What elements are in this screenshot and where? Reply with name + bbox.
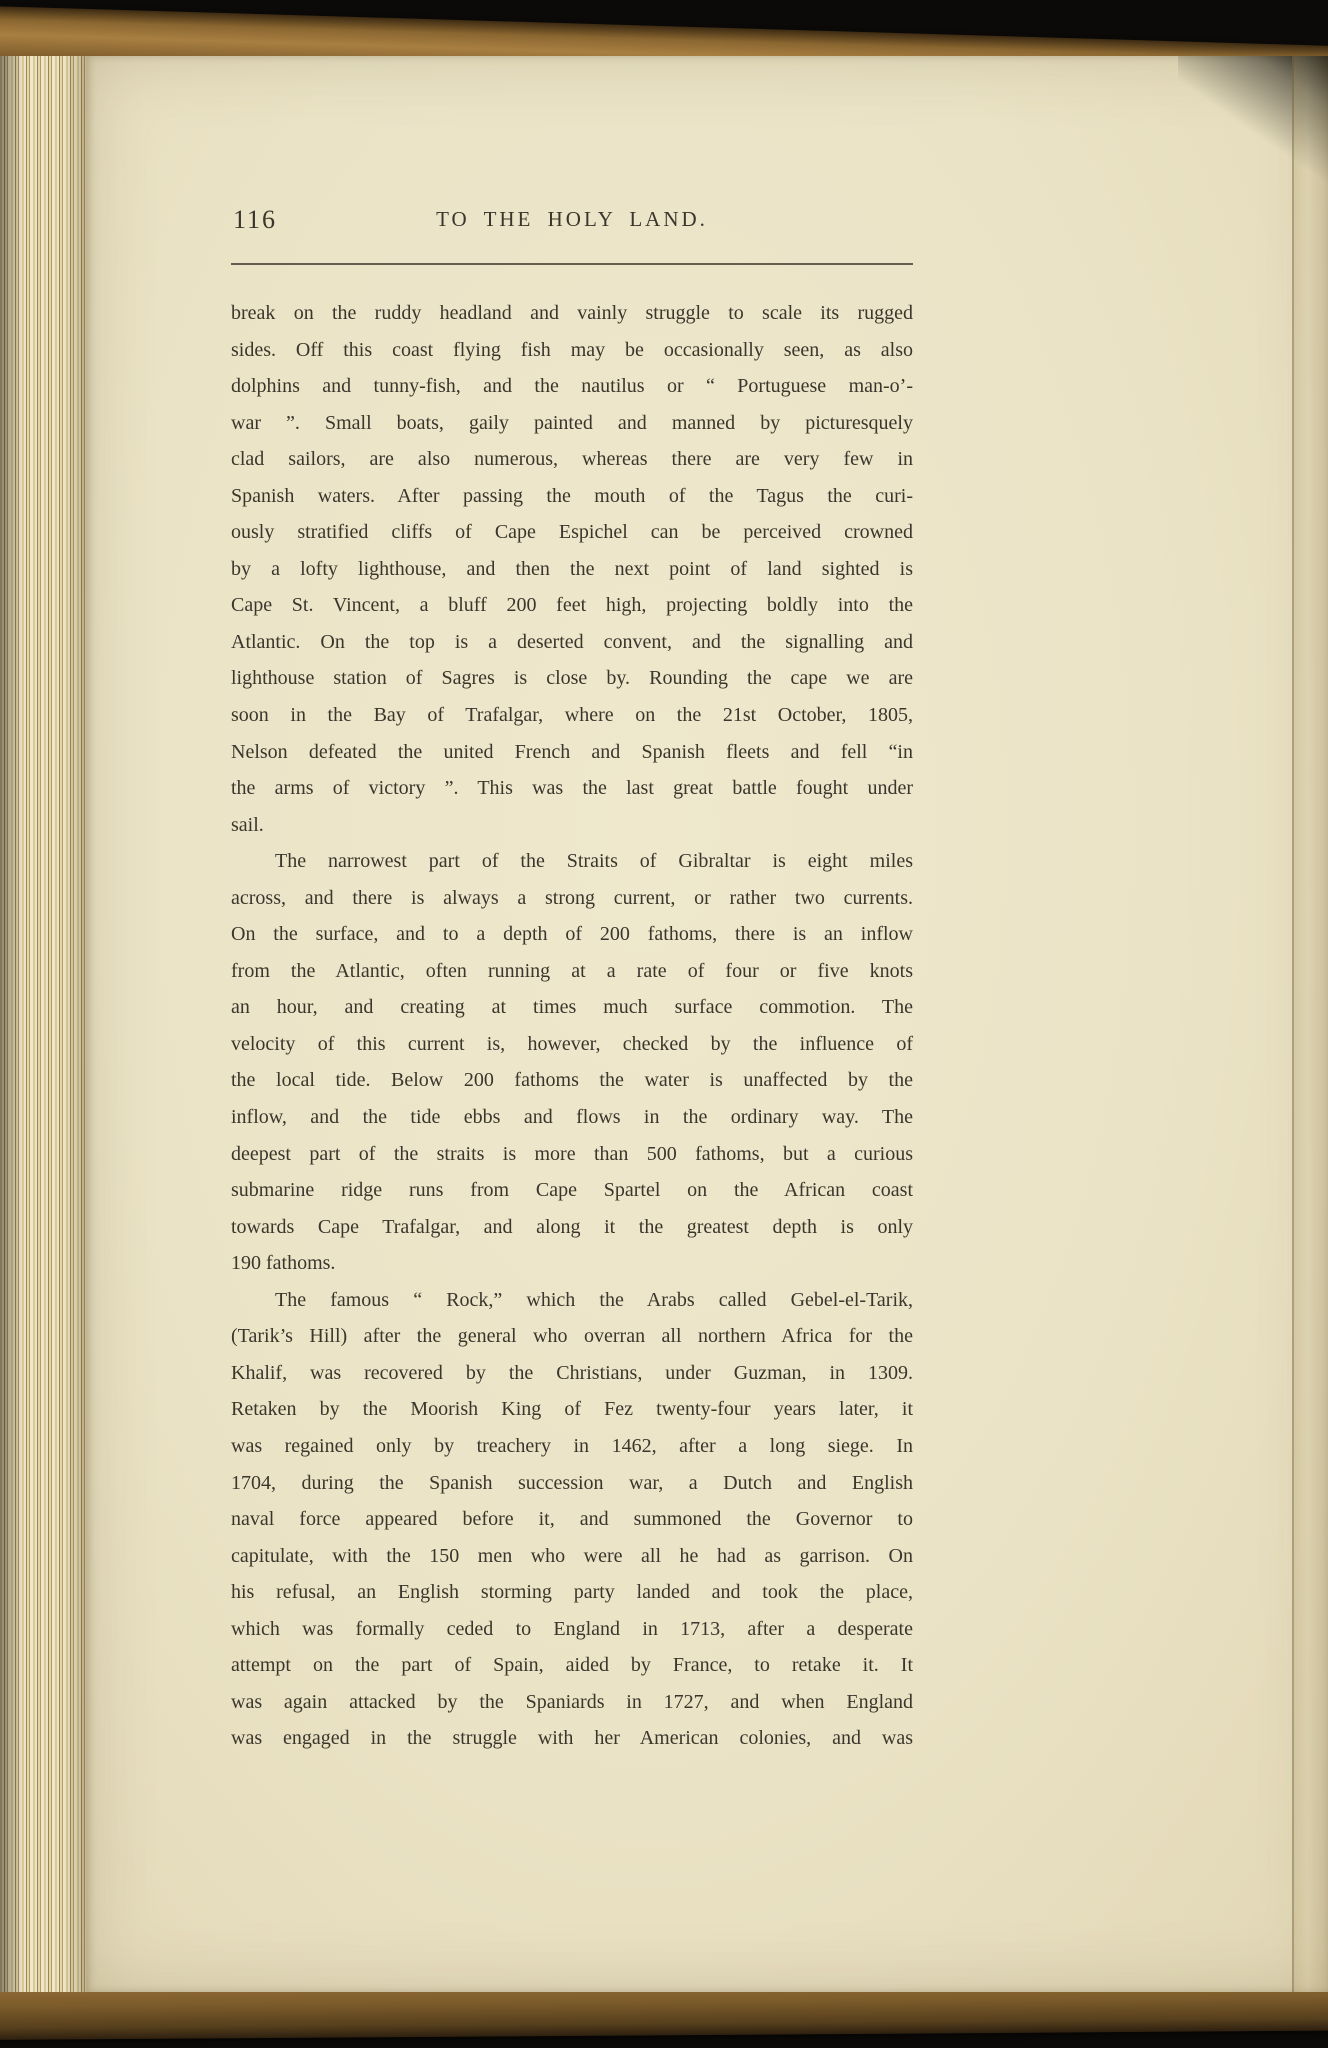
text-line: submarine ridge runs from Cape Spartel on the African coast (231, 1179, 913, 1202)
book-page (86, 56, 1328, 1992)
text-line: soon in the Bay of Trafalgar, where on the 21st October, 1805, (231, 704, 913, 727)
text-line: towards Cape Trafalgar, and along it the greatest depth is only (231, 1215, 913, 1238)
text-line: which was formally ceded to England in 1713, after a desperate (231, 1617, 913, 1640)
text-line: was engaged in the struggle with her American colonies, and was (231, 1727, 913, 1750)
text-line: 1704, during the Spanish succession war, a Dutch and English (231, 1471, 913, 1494)
text-line: Nelson defeated the united French and Spanish fleets and fell “in (231, 740, 913, 763)
text-line: 190 fathoms. (231, 1252, 336, 1275)
page-number: 116 (233, 205, 278, 234)
text-line: break on the ruddy headland and vainly struggle to scale its rugged (231, 302, 913, 324)
text-line: velocity of this current is, however, checked by the influence of (231, 1032, 913, 1055)
page-fore-edge-stack (0, 56, 90, 1992)
text-line: was again attacked by the Spaniards in 1727, and when England (231, 1690, 913, 1713)
text-line: attempt on the part of Spain, aided by France, to retake it. It (231, 1654, 913, 1677)
text-line: dolphins and tunny-fish, and the nautilus or “ Portuguese man-o’- (231, 375, 913, 398)
text-line: an hour, and creating at times much surface commotion. The (231, 996, 913, 1019)
text-line: Khalif, was recovered by the Christians, under Guzman, in 1309. (231, 1361, 913, 1384)
text-line: naval force appeared before it, and summoned the Governor to (231, 1508, 913, 1531)
text-line: The famous “ Rock,” which the Arabs called Gebel-el-Tarik, (275, 1288, 913, 1311)
text-line: On the surface, and to a depth of 200 fathoms, there is an inflow (231, 923, 913, 946)
text-line: the arms of victory ”. This was the last great battle fought under (231, 777, 913, 800)
text-line: from the Atlantic, often running at a rate of four or five knots (231, 959, 913, 982)
text-line: war ”. Small boats, gaily painted and manned by picturesquely (231, 411, 913, 434)
text-line: clad sailors, are also numerous, whereas there are very few in (231, 448, 913, 471)
adjacent-page-edge (1292, 56, 1328, 1992)
text-line: deepest part of the straits is more than 500 fathoms, but a curious (231, 1142, 913, 1165)
text-line: capitulate, with the 150 men who were all he had as garrison. On (231, 1544, 913, 1567)
text-line: inflow, and the tide ebbs and flows in the ordinary way. The (231, 1106, 913, 1129)
text-line: sides. Off this coast flying fish may be occasionally seen, as also (231, 338, 913, 361)
text-line: Cape St. Vincent, a bluff 200 feet high, projecting boldly into the (231, 594, 913, 617)
printed-area (231, 201, 913, 1757)
text-line: by a lofty lighthouse, and then the next point of land sighted is (231, 557, 913, 580)
text-line: lighthouse station of Sagres is close by. Rounding the cape we are (231, 667, 913, 690)
text-line: across, and there is always a strong current, or rather two currents. (231, 886, 913, 909)
text-line: Retaken by the Moorish King of Fez twenty-four years later, it (231, 1398, 913, 1421)
text-line: Atlantic. On the top is a deserted convent, and the signalling and (231, 630, 913, 653)
running-header: TO THE HOLY LAND. (436, 207, 708, 231)
text-line: The narrowest part of the Straits of Gibraltar is eight miles (275, 850, 913, 873)
text-line: the local tide. Below 200 fathoms the water is unaffected by the (231, 1069, 913, 1092)
text-line: Spanish waters. After passing the mouth of the Tagus the curi- (231, 484, 913, 507)
text-line: ously stratified cliffs of Cape Espichel can be perceived crowned (231, 521, 913, 544)
text-line: (Tarik’s Hill) after the general who overran all northern Africa for the (231, 1325, 913, 1348)
text-line: his refusal, an English storming party landed and took the place, (231, 1581, 913, 1604)
header-divider-rule (231, 263, 913, 265)
page-header (231, 201, 913, 245)
text-line: sail. (231, 813, 264, 836)
text-line: was regained only by treachery in 1462, after a long siege. In (231, 1434, 913, 1457)
text-block (231, 295, 913, 1757)
